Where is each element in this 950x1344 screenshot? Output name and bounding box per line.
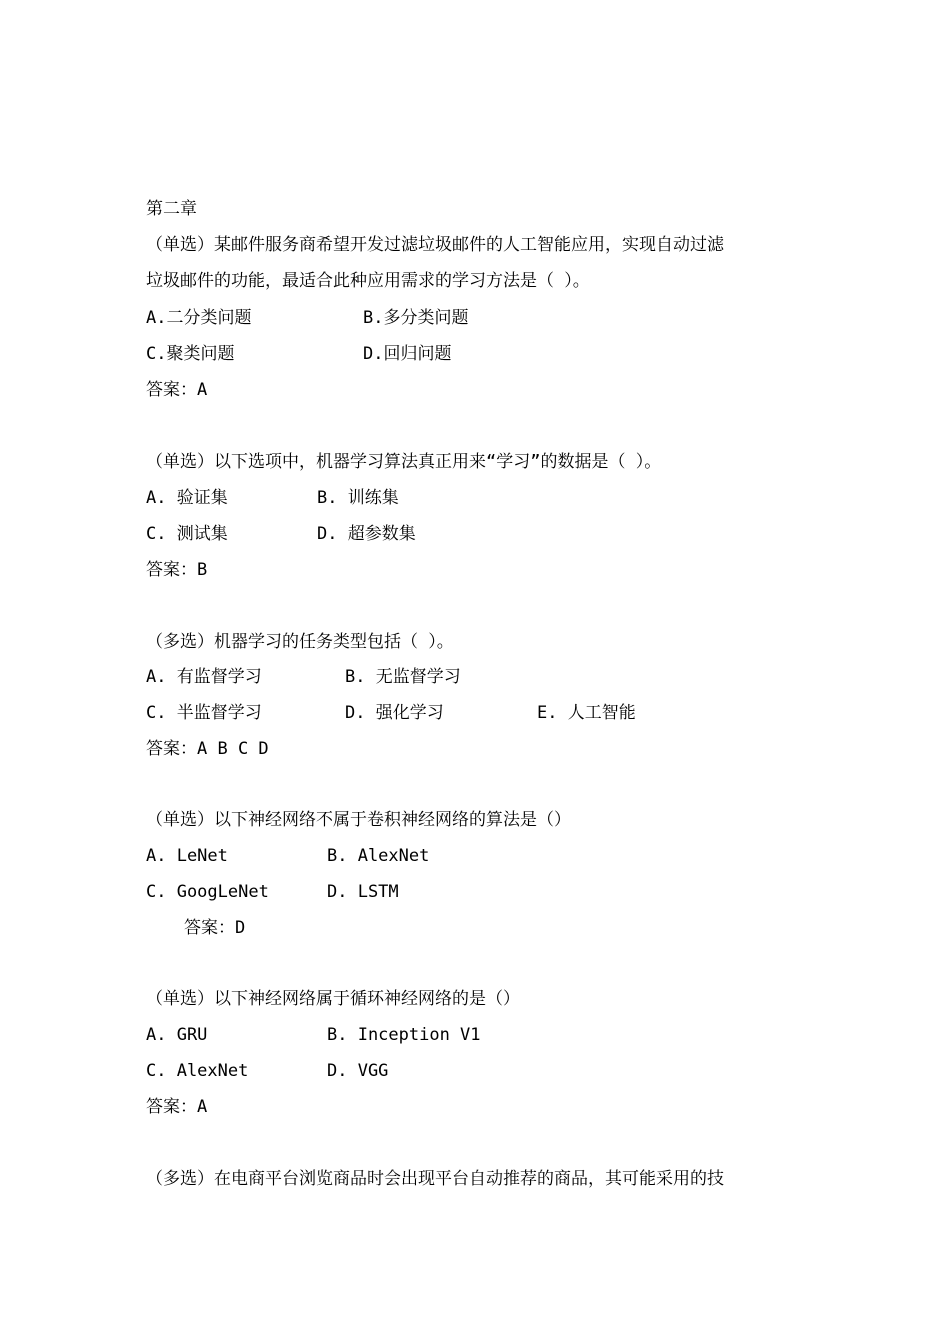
question-3-option-d: D. 强化学习 [345, 703, 444, 723]
question-2-answer: 答案：B [146, 560, 208, 580]
question-4-option-d: D. LSTM [327, 882, 399, 902]
question-1-text-line-2: 垃圾邮件的功能，最适合此种应用需求的学习方法是（ ）。 [146, 271, 590, 291]
question-3-option-c: C. 半监督学习 [146, 703, 262, 723]
question-2-option-a: A. 验证集 [146, 488, 228, 508]
question-4-option-a: A. LeNet [146, 846, 228, 866]
question-3-text: （多选）机器学习的任务类型包括（ ）。 [146, 632, 454, 652]
question-5-option-c: C. AlexNet [146, 1061, 249, 1081]
question-2-option-d: D. 超参数集 [317, 524, 416, 544]
question-4-answer: 答案：D [184, 918, 246, 938]
question-6-text-line-1: （多选）在电商平台浏览商品时会出现平台自动推荐的商品，其可能采用的技 [146, 1169, 724, 1189]
question-4-option-b: B. AlexNet [327, 846, 430, 866]
question-1-option-b: B.多分类问题 [363, 308, 469, 328]
question-5-text: （单选）以下神经网络属于循环神经网络的是（） [146, 989, 520, 1009]
question-3-answer: 答案：A B C D [146, 739, 269, 759]
question-1-option-a: A.二分类问题 [146, 308, 252, 328]
question-5-answer: 答案：A [146, 1097, 208, 1117]
question-5-option-b: B. Inception V1 [327, 1025, 481, 1045]
question-1-option-d: D.回归问题 [363, 344, 452, 364]
question-5-option-a: A. GRU [146, 1025, 208, 1045]
question-3-option-e: E. 人工智能 [537, 703, 636, 723]
question-2-option-b: B. 训练集 [317, 488, 399, 508]
question-5-option-d: D. VGG [327, 1061, 389, 1081]
question-1-text-line-1: （单选）某邮件服务商希望开发过滤垃圾邮件的人工智能应用，实现自动过滤 [146, 235, 724, 255]
question-2-option-c: C. 测试集 [146, 524, 228, 544]
question-4-option-c: C. GoogLeNet [146, 882, 269, 902]
question-1-option-c: C.聚类问题 [146, 344, 235, 364]
question-3-option-b: B. 无监督学习 [345, 667, 461, 687]
question-2-text: （单选）以下选项中，机器学习算法真正用来“学习”的数据是（ ）。 [146, 452, 662, 472]
chapter-heading: 第二章 [146, 199, 197, 219]
question-3-option-a: A. 有监督学习 [146, 667, 262, 687]
question-4-text: （单选）以下神经网络不属于卷积神经网络的算法是（） [146, 810, 571, 830]
question-1-answer: 答案：A [146, 380, 208, 400]
